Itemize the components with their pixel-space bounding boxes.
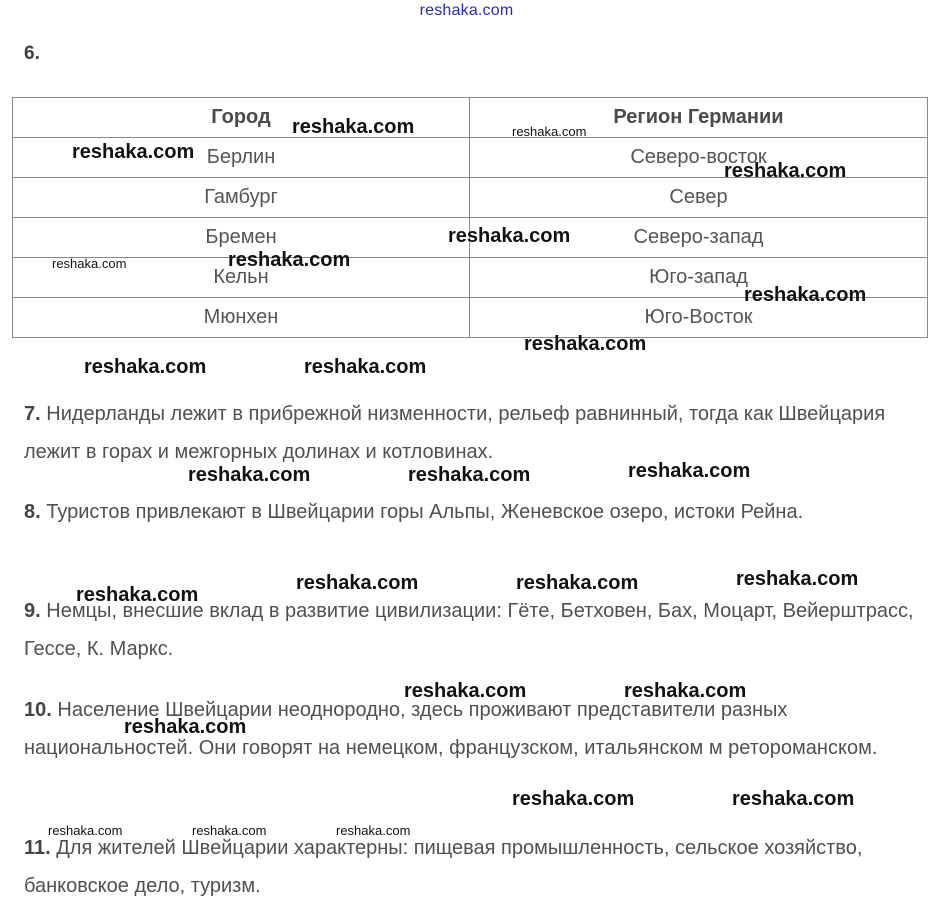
answer-number: 11. xyxy=(24,837,51,859)
cell-city: Кельн xyxy=(13,258,470,298)
watermark: reshaka.com xyxy=(292,116,415,138)
watermark: reshaka.com xyxy=(124,716,247,738)
site-link[interactable]: reshaka.com xyxy=(419,2,514,19)
watermark: reshaka.com xyxy=(408,464,531,486)
answer-8 xyxy=(24,493,914,531)
answer-number: 7. xyxy=(24,403,41,425)
answer-text: Немцы, внесшие вклад в развитие цивилизации: Гёте, Бетховен, Бах, Моцарт, Вейерштрасс, Гессе, К. Маркс. xyxy=(24,600,914,660)
header-city: Город xyxy=(13,98,470,138)
watermark: reshaka.com xyxy=(524,333,647,355)
watermark: reshaka.com xyxy=(336,823,411,838)
table-row xyxy=(13,178,928,218)
watermark: reshaka.com xyxy=(512,124,587,139)
watermark: reshaka.com xyxy=(628,460,751,482)
cell-city: Бремен xyxy=(13,218,470,258)
answer-number: 8. xyxy=(24,501,41,523)
watermark: reshaka.com xyxy=(76,584,199,606)
cell-region: Юго-Восток xyxy=(470,298,928,338)
watermark: reshaka.com xyxy=(192,823,267,838)
watermark: reshaka.com xyxy=(84,356,207,378)
cell-region: Северо-восток xyxy=(470,138,928,178)
cell-city: Берлин xyxy=(13,138,470,178)
watermark: reshaka.com xyxy=(52,256,127,271)
watermark: reshaka.com xyxy=(48,823,123,838)
answer-text: Туристов привлекают в Швейцарии горы Альпы, Женевское озеро, истоки Рейна. xyxy=(46,501,804,523)
table-header-row xyxy=(13,98,928,138)
watermark: reshaka.com xyxy=(404,680,527,702)
watermark: reshaka.com xyxy=(228,249,351,271)
watermark: reshaka.com xyxy=(736,568,859,590)
header-region: Регион Германии xyxy=(470,98,928,138)
cell-region: Юго-запад xyxy=(470,258,928,298)
watermark: reshaka.com xyxy=(188,464,311,486)
answer-text: Население Швейцарии неоднородно, здесь проживают представители разных национальностей. Они говорят на немецком, французском, итальянском м ретороманском. xyxy=(24,699,878,759)
cell-region: Северо-запад xyxy=(470,218,928,258)
answer-11 xyxy=(24,829,914,905)
answer-7 xyxy=(24,395,914,471)
answer-number: 9. xyxy=(24,600,41,622)
answer-number: 10. xyxy=(24,699,52,721)
cell-region: Север xyxy=(470,178,928,218)
watermark: reshaka.com xyxy=(304,356,427,378)
watermark: reshaka.com xyxy=(72,141,195,163)
task-6-number: 6. xyxy=(24,43,40,64)
answer-text: Нидерланды лежит в прибрежной низменности, рельеф равнинный, тогда как Швейцария лежит в горах и межгорных долинах и котловинах. xyxy=(24,403,886,463)
watermark: reshaka.com xyxy=(624,680,747,702)
watermark: reshaka.com xyxy=(724,160,847,182)
watermark: reshaka.com xyxy=(296,572,419,594)
watermark: reshaka.com xyxy=(512,788,635,810)
watermark: reshaka.com xyxy=(732,788,855,810)
watermark: reshaka.com xyxy=(744,284,867,306)
watermark: reshaka.com xyxy=(448,225,571,247)
watermark: reshaka.com xyxy=(516,572,639,594)
answer-text: Для жителей Швейцарии характерны: пищевая промышленность, сельское хозяйство, банковское дело, туризм. xyxy=(24,837,863,897)
cell-city: Гамбург xyxy=(13,178,470,218)
cell-city: Мюнхен xyxy=(13,298,470,338)
